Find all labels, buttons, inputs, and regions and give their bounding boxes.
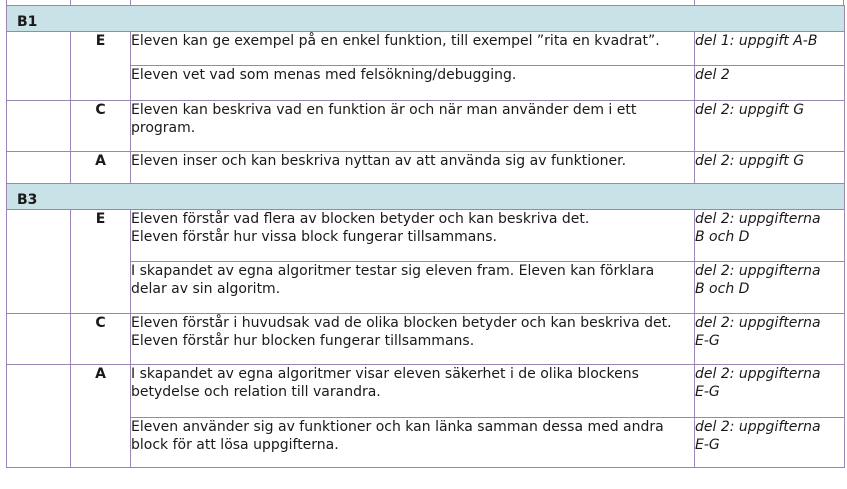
reference-text: del 2: uppgifterna E-G [695, 314, 845, 365]
criterion-text: Eleven förstår i huvudsak vad de olika blocken betyder och kan beskriva det. Eleven förstår hur blocken fungerar tillsammans. [131, 314, 695, 365]
blank-cell [7, 210, 71, 314]
criterion-text: Eleven kan beskriva vad en funktion är och när man använder dem i ett program. [131, 101, 695, 152]
grade-label: E [71, 32, 131, 101]
criterion-row [7, 152, 845, 184]
criterion-text: Eleven inser och kan beskriva nyttan av att använda sig av funktioner. [131, 152, 695, 184]
criterion-row [7, 418, 845, 468]
reference-text: del 2: uppgifterna E-G [695, 418, 845, 468]
criterion-text: Eleven kan ge exempel på en enkel funktion, till exempel ”rita en kvadrat”. [131, 32, 695, 66]
blank-cell [7, 314, 71, 365]
criterion-text: Eleven använder sig av funktioner och kan länka samman dessa med andra block för att lösa uppgifterna. [131, 418, 695, 468]
reference-text: del 2: uppgifterna B och D [695, 262, 845, 314]
criterion-text: I skapandet av egna algoritmer visar eleven säkerhet i de olika blockens betydelse och relation till varandra. [131, 365, 695, 418]
blank-cell [7, 101, 71, 152]
criterion-row [7, 314, 845, 365]
criterion-text: I skapandet av egna algoritmer testar sig eleven fram. Eleven kan förklara delar av sin algoritm. [131, 262, 695, 314]
criterion-text: Eleven förstår vad flera av blocken betyder och kan beskriva det. Eleven förstår hur vissa block fungerar tillsammans. [131, 210, 695, 262]
criterion-row [7, 365, 845, 418]
reference-text: del 2: uppgift G [695, 101, 845, 152]
criterion-row [7, 210, 845, 262]
blank-cell [7, 152, 71, 184]
grade-label: A [71, 152, 131, 184]
grade-label: E [71, 210, 131, 314]
grade-label: C [71, 101, 131, 152]
reference-text: del 2: uppgifterna E-G [695, 365, 845, 418]
section-header-row [7, 6, 845, 32]
reference-text: del 2: uppgifterna B och D [695, 210, 845, 262]
section-title: B1 [7, 6, 845, 32]
section-title: B3 [7, 184, 845, 210]
criterion-row [7, 262, 845, 314]
grade-label: C [71, 314, 131, 365]
criterion-row [7, 66, 845, 101]
criterion-row [7, 32, 845, 66]
blank-cell [7, 365, 71, 468]
grade-label: A [71, 365, 131, 468]
blank-cell [7, 32, 71, 101]
assessment-table [6, 5, 845, 468]
reference-text: del 2 [695, 66, 845, 101]
section-header-row [7, 184, 845, 210]
criterion-text: Eleven vet vad som menas med felsökning/debugging. [131, 66, 695, 101]
reference-text: del 1: uppgift A-B [695, 32, 845, 66]
reference-text: del 2: uppgift G [695, 152, 845, 184]
criterion-row [7, 101, 845, 152]
